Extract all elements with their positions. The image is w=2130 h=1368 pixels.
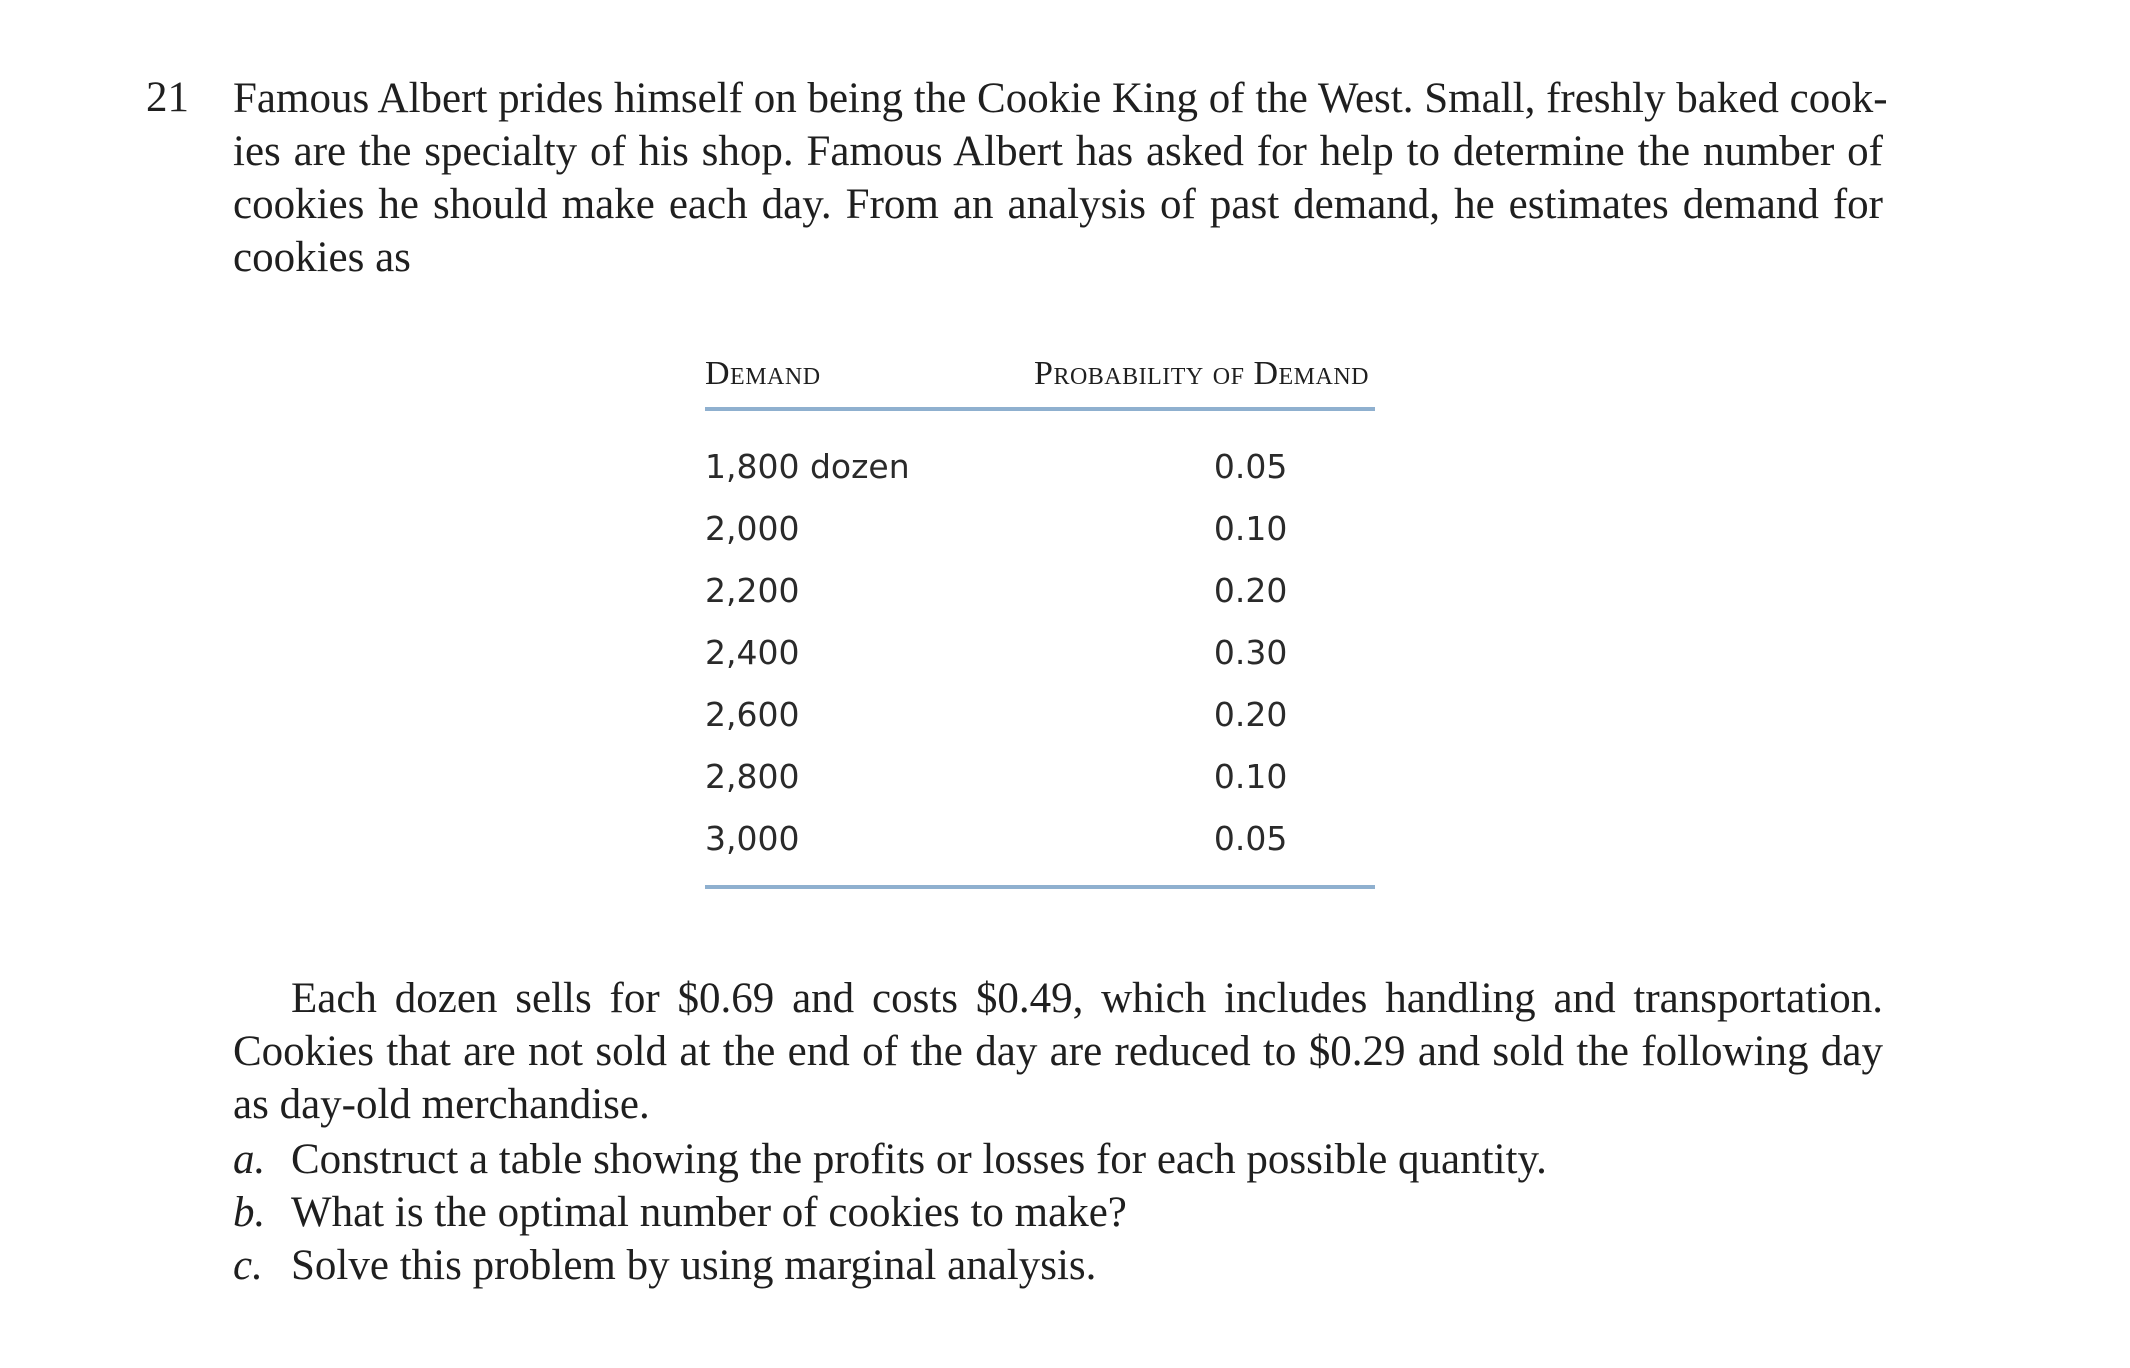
table-row — [705, 807, 1375, 887]
part-text: Solve this problem by using marginal analysis. — [291, 1242, 1097, 1289]
probability-cell: 0.10 — [1213, 756, 1288, 796]
demand-table — [705, 355, 1375, 889]
probability-cell: 0.20 — [1213, 570, 1288, 610]
followup-line: Cookies that are not sold at the end of the day are reduced to $0.29 and sold the following day — [233, 1028, 1883, 1075]
demand-cell: 2,800 — [705, 756, 800, 796]
probability-cell: 0.05 — [956, 807, 1375, 887]
table-row — [705, 745, 1375, 807]
demand-cell: 2,200 — [705, 570, 800, 610]
demand-column-header: Demand — [705, 355, 956, 409]
demand-cell: 2,000 — [705, 508, 800, 548]
demand-cell: 3,000 — [705, 807, 956, 887]
intro-line: ies are the specialty of his shop. Famous Albert has asked for help to determine the number of — [233, 128, 1883, 175]
table-row — [705, 559, 1375, 621]
demand-cell: 2,600 — [705, 694, 800, 734]
question-part — [233, 1186, 1547, 1239]
probability-cell: 0.10 — [1213, 508, 1288, 548]
table-row — [705, 409, 1375, 497]
demand-cell: 2,400 — [705, 632, 800, 672]
table-row — [705, 497, 1375, 559]
followup-paragraph — [233, 972, 1883, 1131]
question-parts — [233, 1133, 1547, 1292]
part-label: c. — [233, 1242, 263, 1289]
intro-line: cookies he should make each day. From an analysis of past demand, he estimates demand for — [233, 181, 1883, 228]
table-header-row — [705, 355, 1375, 409]
part-label: b. — [233, 1189, 266, 1236]
part-text: What is the optimal number of cookies to make? — [291, 1189, 1127, 1236]
question-part — [233, 1133, 1547, 1186]
part-label: a. — [233, 1136, 266, 1183]
table-row — [705, 621, 1375, 683]
probability-column-header: Probability of Demand — [956, 355, 1375, 409]
problem-number: 21 — [146, 74, 189, 121]
demand-cell: 1,800 dozen — [705, 446, 910, 486]
followup-line: Each dozen sells for $0.69 and costs $0.49, which includes handling and transportation. — [291, 975, 1883, 1022]
demand-table-wrapper — [705, 355, 1375, 889]
intro-line: Famous Albert prides himself on being the Cookie King of the West. Small, freshly baked cook- — [233, 75, 1888, 122]
question-part — [233, 1239, 1547, 1292]
table-row — [705, 683, 1375, 745]
probability-cell: 0.05 — [1213, 446, 1288, 486]
probability-cell: 0.30 — [1213, 632, 1288, 672]
problem-intro — [233, 72, 1888, 284]
intro-line: cookies as — [233, 234, 411, 281]
followup-line: as day-old merchandise. — [233, 1081, 650, 1128]
part-text: Construct a table showing the profits or losses for each possible quantity. — [291, 1136, 1547, 1183]
probability-cell: 0.20 — [1213, 694, 1288, 734]
